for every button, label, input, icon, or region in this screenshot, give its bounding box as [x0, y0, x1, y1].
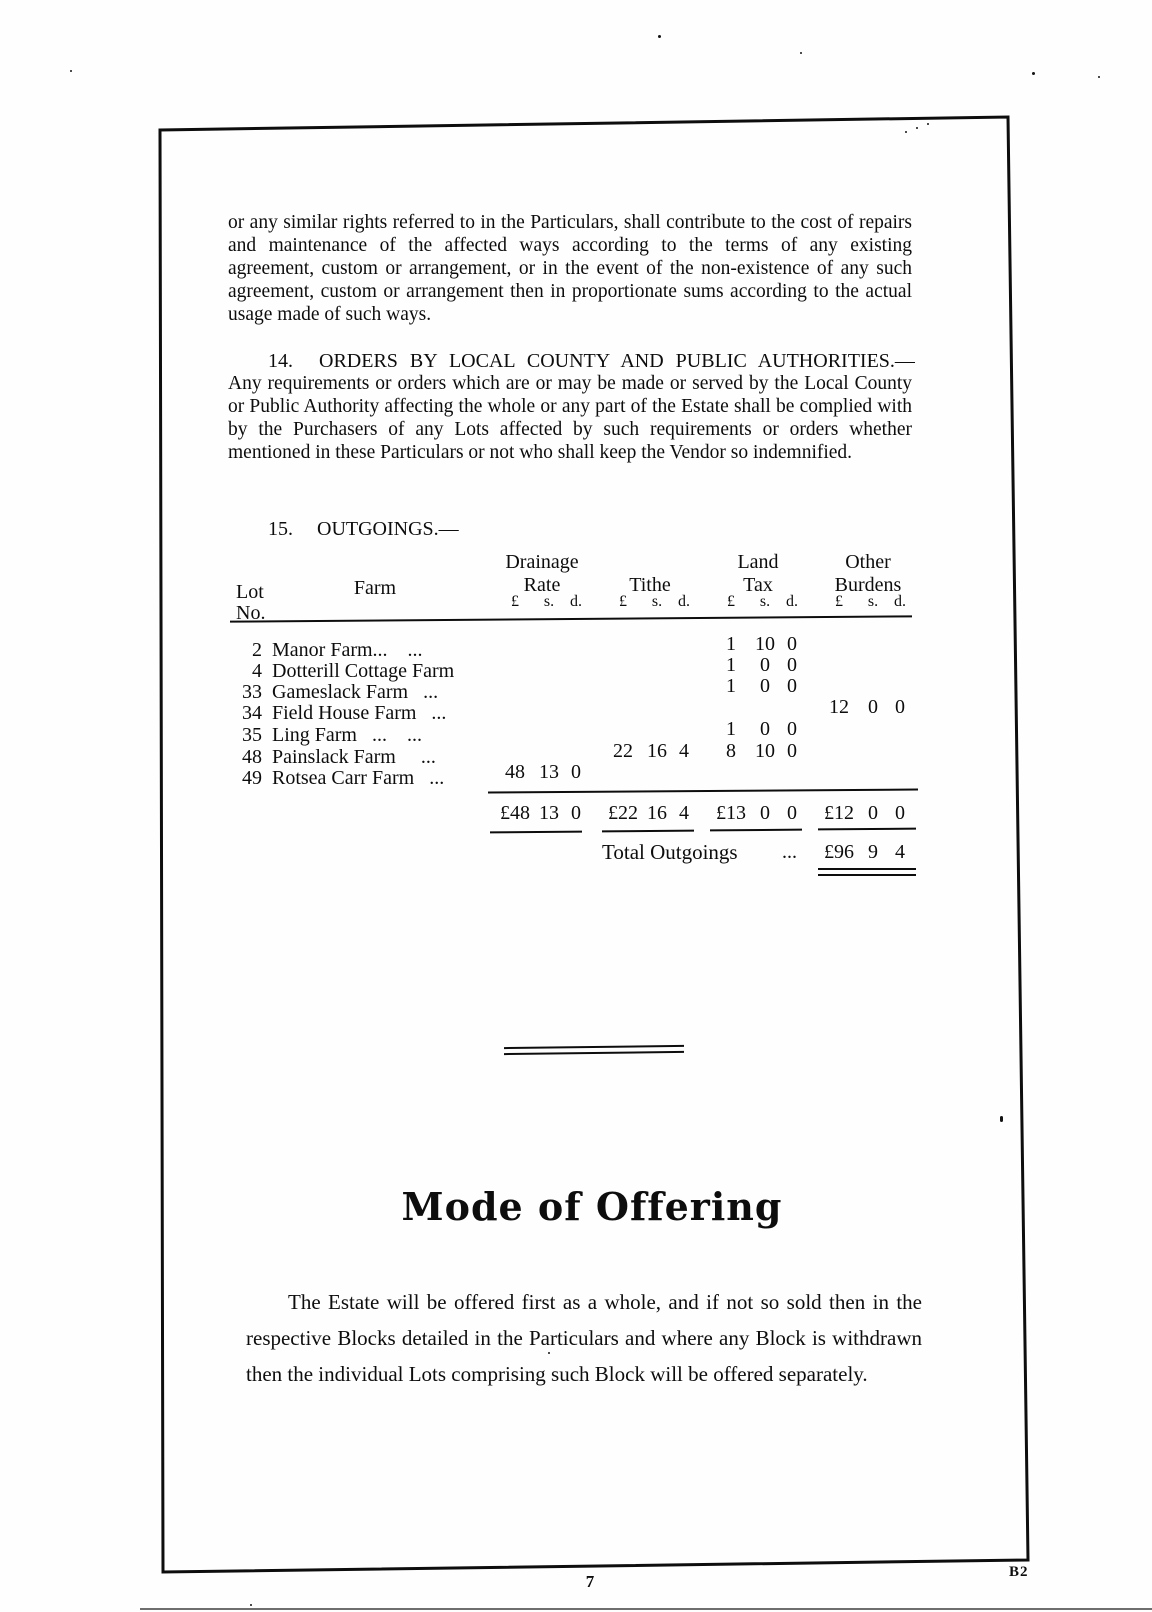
- total-outgoings-dots: ...: [782, 841, 797, 863]
- tithe-total: £22 16 4: [608, 802, 689, 824]
- lot-number: 49: [242, 767, 262, 789]
- lot-number: 4: [252, 660, 262, 682]
- scan-speck: [800, 52, 802, 54]
- table-row: [0, 696, 1152, 724]
- drainage-total: £48 13 0: [500, 802, 581, 824]
- currency-header-other: £ s. d.: [835, 593, 906, 610]
- other-burdens-value: 12 0 0: [829, 696, 905, 718]
- total-outgoings-label: Total Outgoings: [602, 840, 738, 864]
- lot-number: 48: [242, 746, 262, 768]
- land-tax-value: 1 0 0: [726, 654, 797, 676]
- section-14-title: ORDERS BY LOCAL COUNTY AND PUBLIC AUTHORITIES.—: [319, 350, 915, 372]
- farm-name: Ling Farm ... ...: [272, 724, 422, 746]
- scan-speck: [70, 70, 72, 72]
- land-tax-value: 1 0 0: [726, 718, 797, 740]
- lot-number: 34: [242, 702, 262, 724]
- land-tax-total: £13 0 0: [716, 802, 797, 824]
- lot-number: 33: [242, 681, 262, 703]
- scan-speck: [1098, 76, 1100, 78]
- page-number: 7: [585, 1572, 595, 1591]
- scan-speck: [250, 1604, 252, 1606]
- sheet-reference: B2: [1009, 1564, 1029, 1580]
- section-15-number: 15.: [268, 518, 293, 540]
- grand-total-rule-top: [818, 868, 916, 870]
- table-row: [0, 633, 1152, 661]
- farm-name: Manor Farm... ...: [272, 639, 423, 661]
- farm-name: Rotsea Carr Farm ...: [272, 767, 445, 789]
- farm-name: Painslack Farm ...: [272, 746, 436, 768]
- tithe-value: 22 16 4: [613, 740, 689, 762]
- currency-header-landtax: £ s. d.: [727, 593, 798, 610]
- col-header-burdens: Burdens: [834, 574, 902, 596]
- table-row: [0, 761, 1152, 789]
- totals-row: [0, 803, 1152, 824]
- farm-name: Field House Farm ...: [272, 702, 447, 724]
- tithe-total-underline: [602, 830, 694, 833]
- land-tax-value: 8 10 0: [726, 740, 797, 762]
- mode-of-offering-title: Mode of Offering: [401, 1184, 783, 1229]
- scan-speck: [548, 1352, 550, 1354]
- scan-speck: [658, 35, 661, 38]
- table-row: [0, 718, 1152, 746]
- table-header-rule: [230, 615, 912, 622]
- grand-total-row: [0, 842, 1152, 863]
- section-14-body: Any requirements or orders which are or may be made or served by the Local County or Public Authority affecting the whole or any part of the Estate shall be complied with by the Purchasers of any Lots affected by such requirements or orders whether mentioned in these Particulars or not who shall keep the Vendor so indemnified.: [228, 373, 912, 463]
- col-header-other: Other: [845, 551, 891, 573]
- scan-speck: [1032, 72, 1035, 75]
- scan-speck: [916, 127, 918, 129]
- section-15-title: OUTGOINGS.—: [317, 518, 459, 540]
- col-header-rate: Rate: [523, 574, 561, 596]
- land-tax-total-underline: [710, 829, 802, 832]
- totals-top-rule: [488, 788, 918, 793]
- col-header-tithe: Tithe: [629, 574, 671, 596]
- col-header-lot: Lot: [236, 581, 264, 603]
- bottom-scan-line: [140, 1608, 1152, 1610]
- other-burdens-total: £12 0 0: [824, 802, 905, 824]
- col-header-no: No.: [236, 602, 266, 624]
- scan-speck: [1000, 1116, 1003, 1122]
- total-outgoings-value: £96 9 4: [824, 841, 905, 863]
- table-row: [0, 675, 1152, 703]
- land-tax-value: 1 0 0: [726, 675, 797, 697]
- land-tax-value: 1 10 0: [726, 633, 797, 655]
- intro-paragraph: or any similar rights referred to in the Particulars, shall contribute to the cost of repairs and maintenance of the affected ways according to the terms of any existing agreement, custom or arrangement, or in the event of the non-existence of any such agreement, custom or arrangement then in proportionate sums according to the actual usage made of such ways.: [228, 212, 912, 325]
- grand-total-rule-bottom: [818, 874, 916, 876]
- farm-name: Gameslack Farm ...: [272, 681, 439, 703]
- col-header-tax: Tax: [743, 574, 773, 596]
- currency-header-drainage: £ s. d.: [511, 593, 582, 610]
- drainage-rate-value: 48 13 0: [505, 761, 581, 783]
- farm-name: Dotterill Cottage Farm: [272, 660, 455, 682]
- drainage-total-underline: [490, 831, 582, 834]
- lot-number: 35: [242, 724, 262, 746]
- col-header-farm: Farm: [353, 577, 397, 599]
- table-row: [0, 654, 1152, 682]
- col-header-drainage: Drainage: [505, 551, 579, 573]
- mode-of-offering-paragraph: The Estate will be offered first as a whole, and if not so sold then in the respective Blocks detailed in the Particulars and where any Block is withdrawn then the individual Lots comprising such Block will be offered separately.: [246, 1290, 922, 1386]
- other-burdens-total-underline: [818, 828, 916, 831]
- col-header-land: Land: [737, 551, 779, 573]
- lot-number: 2: [252, 639, 262, 661]
- currency-header-tithe: £ s. d.: [619, 593, 690, 610]
- section-14-number: 14.: [268, 350, 293, 372]
- scan-speck: [927, 123, 929, 125]
- scan-speck: [905, 131, 907, 133]
